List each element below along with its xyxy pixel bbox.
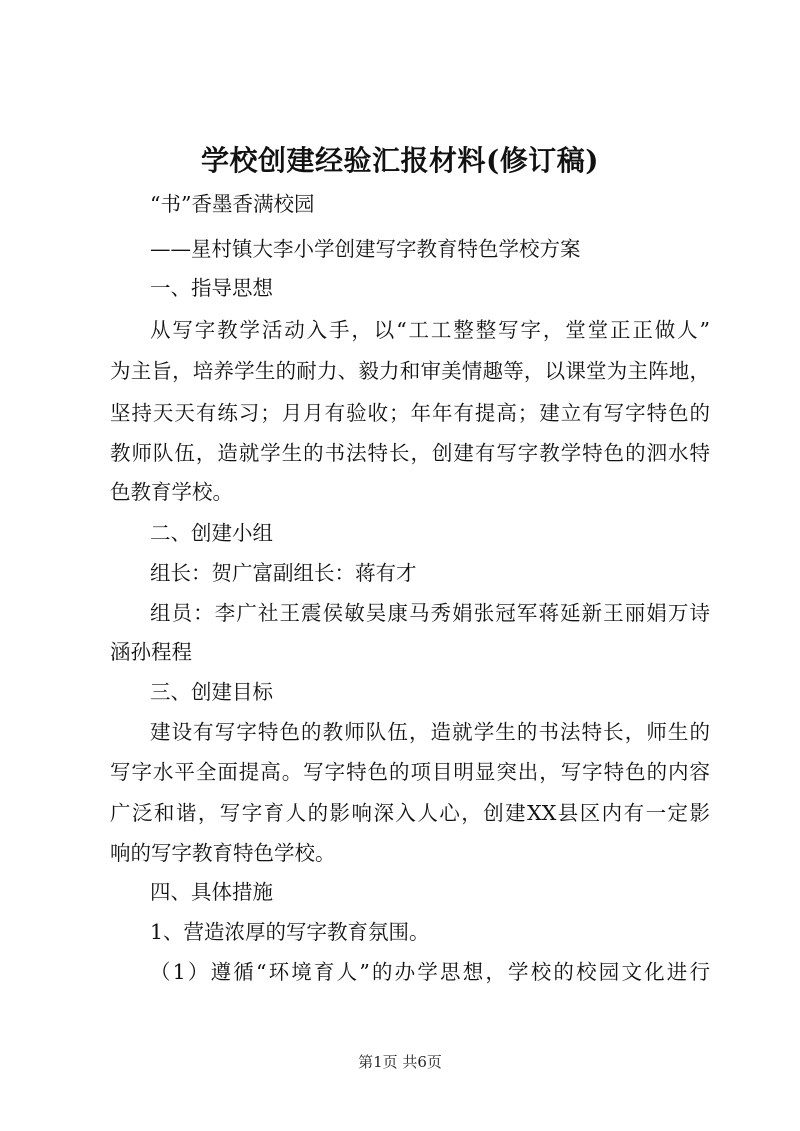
document-title: 学校创建经验汇报材料(修订稿): [201, 144, 599, 177]
section-heading-team: 二、创建小组: [150, 521, 273, 545]
measure-item: 1、营造浓厚的写字教育氛围。: [150, 920, 430, 944]
paragraph-line: 从写字教学活动入手，以“工工整整写字，堂堂正正做人”: [150, 318, 710, 342]
paragraph-line: 坚持天天有练习；月月有验收；年年有提高；建立有写字特色的: [110, 401, 710, 425]
paragraph-line: 响的写字教育特色学校。: [110, 841, 336, 865]
team-leader-line: 组长：贺广富副组长：蒋有才: [150, 561, 417, 585]
paragraph-line: 为主旨，培养学生的耐力、毅力和审美情趣等，以课堂为主阵地，: [110, 359, 710, 383]
subtitle-school-line: ——星村镇大李小学创建写字教育特色学校方案: [150, 237, 581, 261]
page-number: 第1页 共6页: [358, 1053, 442, 1071]
section-heading-goals: 三、创建目标: [150, 680, 273, 704]
paragraph-line: 写字水平全面提高。写字特色的项目明显突出，写字特色的内容: [110, 760, 710, 784]
paragraph-line: 色教育学校。: [110, 480, 233, 504]
team-members-line-continued: 涵孙程程: [110, 640, 192, 664]
team-members-line: 组员：李广社王震侯敏吴康马秀娟张冠军蒋延新王丽娟万诗: [150, 601, 710, 625]
subtitle-line: “书”香墨香满校园: [150, 192, 315, 216]
paragraph-line: 广泛和谐，写字育人的影响深入人心，创建XX县区内有一定影: [110, 801, 710, 825]
paragraph-line: 教师队伍，造就学生的书法特长，创建有写字教学特色的泗水特: [110, 441, 710, 465]
paragraph-line: 建设有写字特色的教师队伍，造就学生的书法特长，师生的: [150, 720, 710, 744]
section-heading-measures: 四、具体措施: [150, 880, 273, 904]
measure-subitem: （1）遵循“环境育人”的办学思想，学校的校园文化进行: [150, 960, 710, 984]
section-heading-guiding-ideas: 一、指导思想: [150, 276, 273, 300]
